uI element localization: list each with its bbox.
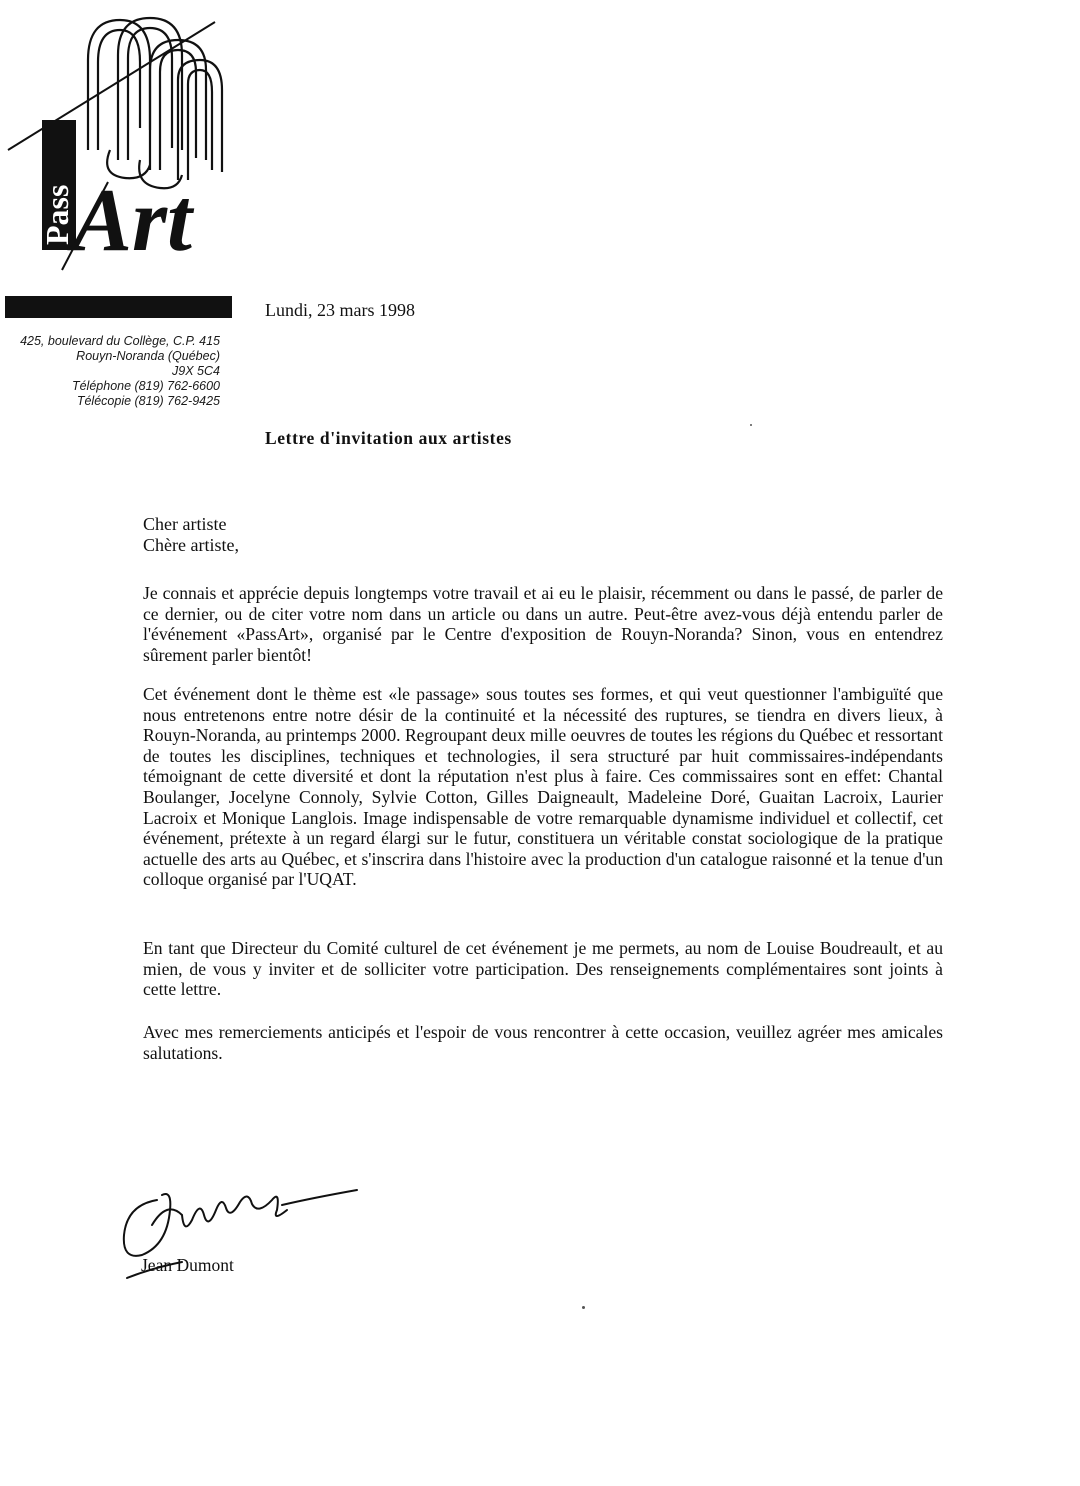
letterhead-bar [5, 296, 232, 318]
address-fax: Télécopie (819) 762-9425 [76, 394, 220, 408]
svg-text:Art: Art [72, 171, 193, 270]
salutation-feminine: Chère artiste, [143, 535, 239, 555]
scan-speck [582, 1306, 585, 1309]
address-city: Rouyn-Noranda (Québec) [76, 349, 220, 363]
letterhead-address [10, 334, 220, 409]
signer-name: Jean Dumont [141, 1255, 234, 1275]
svg-text:Pass: Pass [39, 184, 75, 245]
address-telephone: Téléphone (819) 762-6600 [71, 379, 220, 393]
letter-paragraph-4: Avec mes remerciements anticipés et l'espoir de vous rencontrer à cette occasion, veuillez agréer mes amicales salutations. [143, 1022, 943, 1063]
address-postal-code: J9X 5C4 [172, 364, 220, 378]
passart-logo-icon [0, 0, 240, 290]
letter-paragraph-3: En tant que Directeur du Comité culturel de cet événement je me permets, au nom de Louise Boudreault, et au mien, de vous y inviter et de solliciter votre participation. Des renseignements complémentaires sont joints à cette lettre. [143, 938, 943, 1000]
letter-paragraph-1: Je connais et apprécie depuis longtemps votre travail et ai eu le plaisir, récemment ou dans le passé, de parler de ce dernier, ou de citer votre nom dans un article ou dans un autre. Peut-être avez-vous déjà entendu parler de l'événement «PassArt», organisé par le Centre d'exposition de Rouyn-Noranda? Sinon, vous en entendrez sûrement parler bientôt! [143, 583, 943, 665]
salutation-masculine: Cher artiste [143, 514, 227, 534]
letter-salutation [143, 514, 239, 556]
letter-date: Lundi, 23 mars 1998 [265, 300, 415, 320]
letter-paragraph-2: Cet événement dont le thème est «le passage» sous toutes ses formes, et qui veut questionner l'ambiguïté que nous entretenons entre notre désir de la continuité et la nécessité des ruptures, se tiendra en divers lieux, à Rouyn-Noranda, au printemps 2000. Regroupant deux mille oeuvres de toutes les régions du Québec et ressortant de toutes les disciplines, techniques et technologies, il sera structuré par huit commissaires-indépendants témoignant de cette diversité et dont la réputation n'est plus à faire. Ces commissaires sont en effet: Chantal Boulanger, Jocelyne Connoly, Sylvie Cotton, Gilles Daigneault, Madeleine Doré, Guaitan Lacroix, Laurier Lacroix et Monique Langlois. Image indispensable de votre remarquable dynamisme individuel et collectif, cet événement, prétexte à un regard élargi sur le futur, constituera un véritable constat sociologique de la pratique actuelle des arts au Québec, et s'inscrira dans l'histoire avec la production d'un catalogue raisonné et la tenue d'un colloque organisé par l'UQAT. [143, 684, 943, 890]
scan-speck [750, 424, 752, 426]
letter-subject: Lettre d'invitation aux artistes [265, 428, 512, 448]
address-street: 425, boulevard du Collège, C.P. 415 [20, 334, 220, 348]
